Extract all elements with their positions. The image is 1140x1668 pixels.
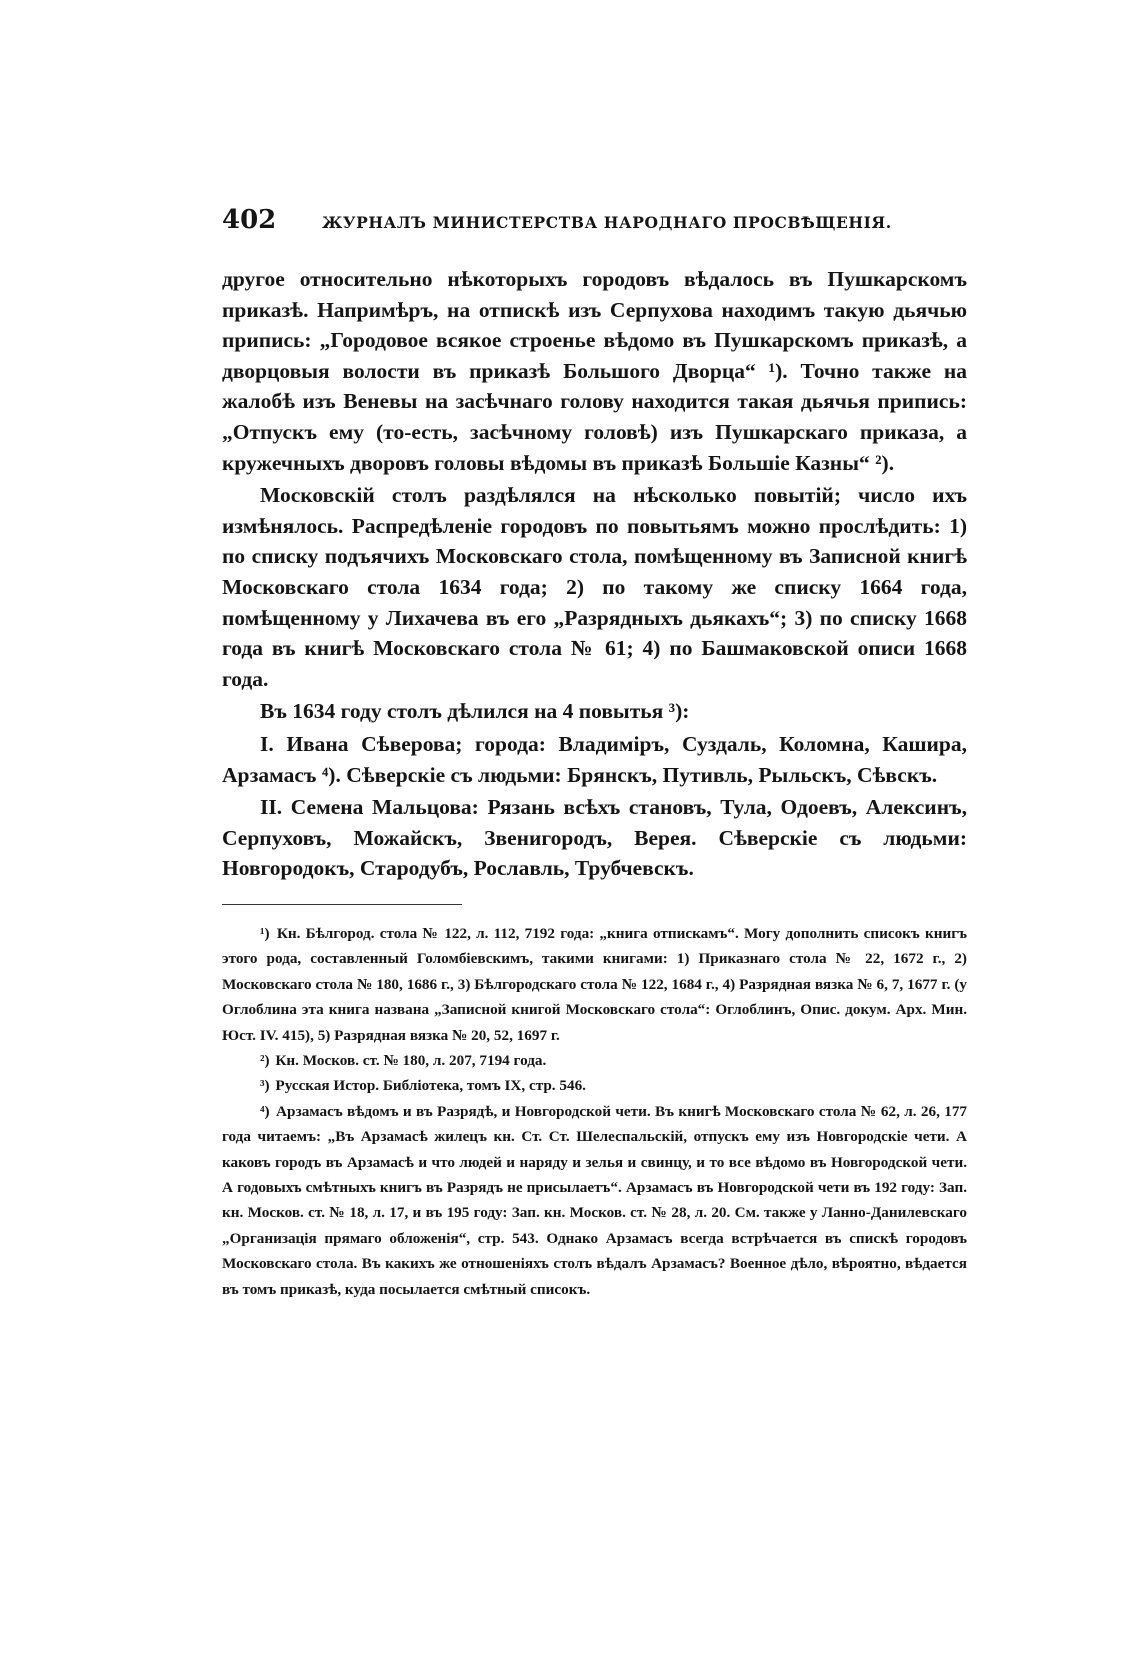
- footnote-3: [222, 1073, 967, 1098]
- footnote-separator: [222, 904, 462, 905]
- footnote-mark: ³): [260, 1077, 270, 1095]
- footnote-mark: ⁴): [260, 1102, 270, 1120]
- running-head: [222, 205, 967, 239]
- list-item-I: I. Ивана Сѣверова; города: Владиміръ, Суздаль, Коломна, Кашира, Арзамасъ ⁴). Сѣверскіе съ людьми: Брянскъ, Путивль, Рыльскъ, Сѣвскъ.: [222, 731, 967, 787]
- paragraph-3: Въ 1634 году столъ дѣлился на 4 повытья ³):: [260, 699, 690, 724]
- footnote-text: Кн. Бѣлгород. стола № 122, л. 112, 7192 года: „книга отпискамъ“. Могу дополнить списокъ книгъ этого рода, составленный Голомбіевскимъ, такими книгами: 1) Приказнаго стола № 22, 1672 г., 2) Московскаго стола № 180, 1686 г., 3) Бѣлгородскаго стола № 122, 1684 г., 4) Разрядная вязка № 6, 7, 1677 г. (у Оглоблина эта книга названа „Записной книгой Московскаго стола“: Оглоблинъ, Опис. докум. Арх. Мин. Юст. IV. 415), 5) Разрядная вязка № 20, 52, 1697 г.: [222, 924, 967, 1044]
- footnote-text: Русская Истор. Библіотека, томъ IX, стр. 546.: [275, 1077, 586, 1095]
- page-number: 402: [222, 205, 277, 235]
- list-item-II: II. Семена Мальцова: Рязань всѣхъ становъ, Тула, Одоевъ, Алексинъ, Серпуховъ, Можайскъ, Звенигородъ, Верея. Сѣверскіе съ людьми: Новгородокъ, Стародубъ, Рославль, Трубчевскъ.: [222, 795, 967, 881]
- footnote-mark: ¹): [260, 924, 270, 942]
- book-page: [222, 205, 967, 1302]
- footnote-text: Арзамасъ вѣдомъ и въ Разрядѣ, и Новгородской чети. Въ книгѣ Московскаго стола № 62, л. 26, 177 года читаемъ: „Въ Арзамасѣ жилецъ кн. Ст. Ст. Шелеспальскій, отпускъ ему изъ Новгородскіе чети. А каковъ городъ въ Арзамасѣ и что людей и наряду и зелья и свинцу, и то все вѣдомо въ Новгородской чети. А годовыхъ смѣтныхъ книгъ въ Разрядъ не присылаетъ“. Арзамасъ въ Новгородской чети въ 192 году: Зап. кн. Москов. ст. № 18, л. 17, и въ 195 году: Зап. кн. Москов. ст. № 28, л. 20. См. также у Ланно-Данилевскаго „Организація прямаго обложенія“, стр. 543. Однако Арзамасъ всегда встрѣчается въ спискѣ городовъ Московскаго стола. Въ какихъ же отношеніяхъ столъ вѣдалъ Арзамасъ? Военное дѣло, вѣроятно, вѣдается въ томъ приказѣ, куда посылается смѣтный списокъ.: [222, 1102, 968, 1298]
- footnote-2: [222, 1048, 967, 1073]
- journal-title: ЖУРНАЛЪ МИНИСТЕРСТВА НАРОДНАГО ПРОСВѢЩЕНІЯ.: [322, 213, 892, 232]
- footnotes: [222, 921, 967, 1302]
- footnote-text: Кн. Москов. ст. № 180, л. 207, 7194 года.: [275, 1051, 547, 1069]
- paragraph-2: Московскій столъ раздѣлялся на нѣсколько повытій; число ихъ измѣнялось. Распредѣленіе городовъ по повытьямъ можно прослѣдить: 1) по списку подъячихъ Московскаго стола, помѣщенному въ Записной книгѣ Московскаго стола 1634 года; 2) по такому же списку 1664 года, помѣщенному у Лихачева въ его „Разрядныхъ дьякахъ“; 3) по списку 1668 года въ книгѣ Московскаго стола № 61; 4) по Башмаковской описи 1668 года.: [222, 483, 967, 691]
- footnote-4: [222, 1099, 967, 1302]
- paragraph-1: другое относительно нѣкоторыхъ городовъ вѣдалось въ Пушкарскомъ приказѣ. Напримѣръ, на отпискѣ изъ Серпухова находимъ такую дьячью припись: „Городовое всякое строенье вѣдомо въ Пушкарскомъ приказѣ, а дворцовыя волости въ приказѣ Большого Дворца“ ¹). Точно также на жалобѣ изъ Веневы на засѣчнаго голову находится такая дьячья припись: „Отпускъ ему (то-есть, засѣчному головѣ) изъ Пушкарскаго приказа, а кружечныхъ дворовъ головы вѣдомы въ приказѣ Большіе Казны“ ²).: [222, 267, 967, 475]
- footnote-1: [222, 921, 967, 1048]
- footnote-mark: ²): [260, 1051, 270, 1069]
- main-text: [222, 264, 967, 884]
